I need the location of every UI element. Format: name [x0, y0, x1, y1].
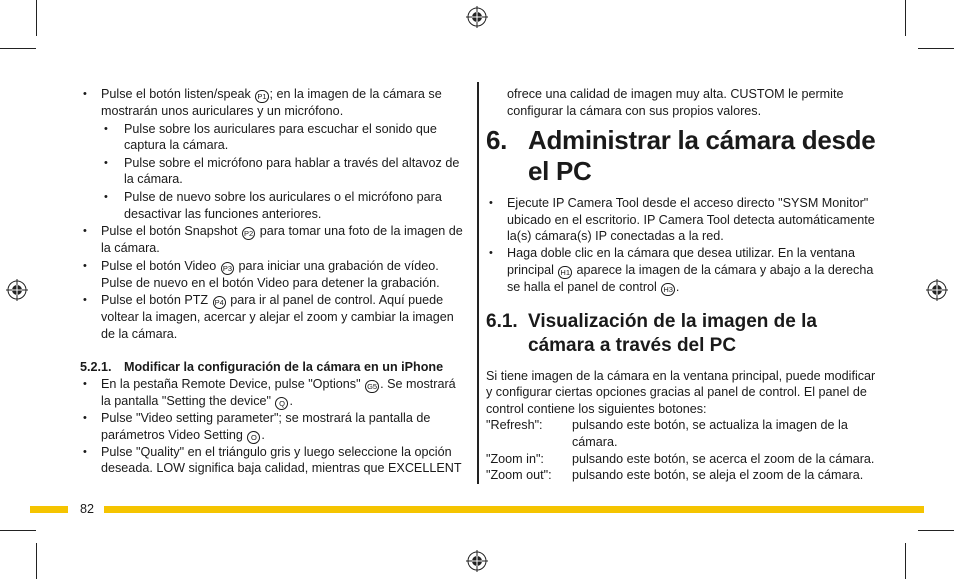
ref-badge-icon: P3 [222, 263, 232, 273]
list-item: • Pulse sobre el micrófono para hablar a través del altavoz de la cámara. [80, 155, 468, 188]
crop-mark [0, 530, 36, 531]
crop-mark [905, 0, 906, 36]
crop-mark [905, 543, 906, 579]
paragraph: Si tiene imagen de la cámara en la ventana principal, puede modificar y configurar ciertas opciones gracias al panel de control. El panel de control contiene los siguientes botones: [486, 368, 876, 416]
crop-mark [0, 48, 36, 49]
list-item: • Pulse el botón Snapshot P2 para tomar una foto de la imagen de la cámara. [80, 223, 468, 257]
list-item: • Pulse el botón listen/speak P1 ; en la imagen de la cámara se mostrarán unos auriculares y un micrófono. [80, 86, 468, 120]
section-heading: 5.2.1. Modificar la configuración de la cámara en un iPhone [80, 359, 444, 374]
list-item: • Pulse el botón Video P3 para iniciar una grabación de vídeo. Pulse de nuevo en el botón Video para detener la grabación. [80, 258, 468, 292]
list-item: • Pulse "Video setting parameter"; se mostrará la pantalla de parámetros Video Setting O . [80, 410, 468, 444]
ref-badge-icon: P1 [257, 92, 267, 101]
ref-badge-icon: P4 [214, 298, 224, 308]
definition-row: "Zoom out": pulsando este botón, se aleja el zoom de la cámara. [486, 468, 864, 483]
ref-badge-icon: H3 [663, 284, 673, 294]
definition-row: "Refresh": pulsando este botón, se actualiza la imagen de la cámara. [486, 418, 848, 449]
list-item: • En la pestaña Remote Device, pulse "Options" G5 . Se mostrará la pantalla "Setting the device" Q . [80, 376, 468, 410]
list-item: • Pulse el botón PTZ P4 para ir al panel de control. Aquí puede voltear la imagen, acercar y alejar el zoom y cambiar la imagen de la cámara. [80, 292, 468, 342]
registration-mark-icon [6, 279, 28, 301]
left-column [80, 86, 468, 477]
list-item: • Pulse de nuevo sobre los auriculares o el micrófono para desactivar las funciones anteriores. [80, 189, 468, 222]
list-item: • Pulse sobre los auriculares para escuchar el sonido que captura la cámara. [80, 121, 468, 154]
registration-mark-icon [466, 550, 488, 572]
ref-badge-icon: P2 [244, 229, 254, 239]
list-item: • Pulse "Quality" en el triángulo gris y luego seleccione la opción deseada. LOW significa baja calidad, mientras que EXCELLENT [80, 444, 468, 477]
page-number: 82 [80, 502, 95, 516]
registration-mark-icon [926, 279, 948, 301]
ref-badge-icon: O [247, 431, 260, 444]
crop-mark [36, 0, 37, 36]
crop-mark [918, 530, 954, 531]
footer-accent-bar [30, 506, 68, 513]
ref-badge-icon: G5 [367, 382, 378, 392]
ref-badge-icon: H1 [560, 267, 570, 277]
list-item: • Haga doble clic en la cámara que desea utilizar. En la ventana principal H1 aparece la imagen de la cámara y abajo a la derecha se halla el panel de control H3 . [486, 245, 876, 296]
ref-badge-icon: Q [275, 397, 288, 410]
list-item: • Ejecute IP Camera Tool desde el acceso directo "SYSM Monitor" ubicado en el escritorio. IP Camera Tool detecta automáticamente la(s) cámara(s) IP conectadas a la red. [486, 195, 876, 245]
column-divider [477, 82, 479, 484]
section-heading: 6.1. Visualización de la imagen de la cámara a través del PC [486, 310, 817, 356]
right-column [486, 86, 876, 484]
footer-accent-bar [104, 506, 924, 513]
definition-row: "Zoom in": pulsando este botón, se acerca el zoom de la cámara. [486, 451, 875, 466]
crop-mark [36, 543, 37, 579]
paragraph: ofrece una calidad de imagen muy alta. CUSTOM le permite configurar la cámara con sus propios valores. [507, 87, 844, 118]
crop-mark [918, 48, 954, 49]
registration-mark-icon [466, 6, 488, 28]
chapter-heading: 6. Administrar la cámara desde el PC [486, 125, 876, 187]
